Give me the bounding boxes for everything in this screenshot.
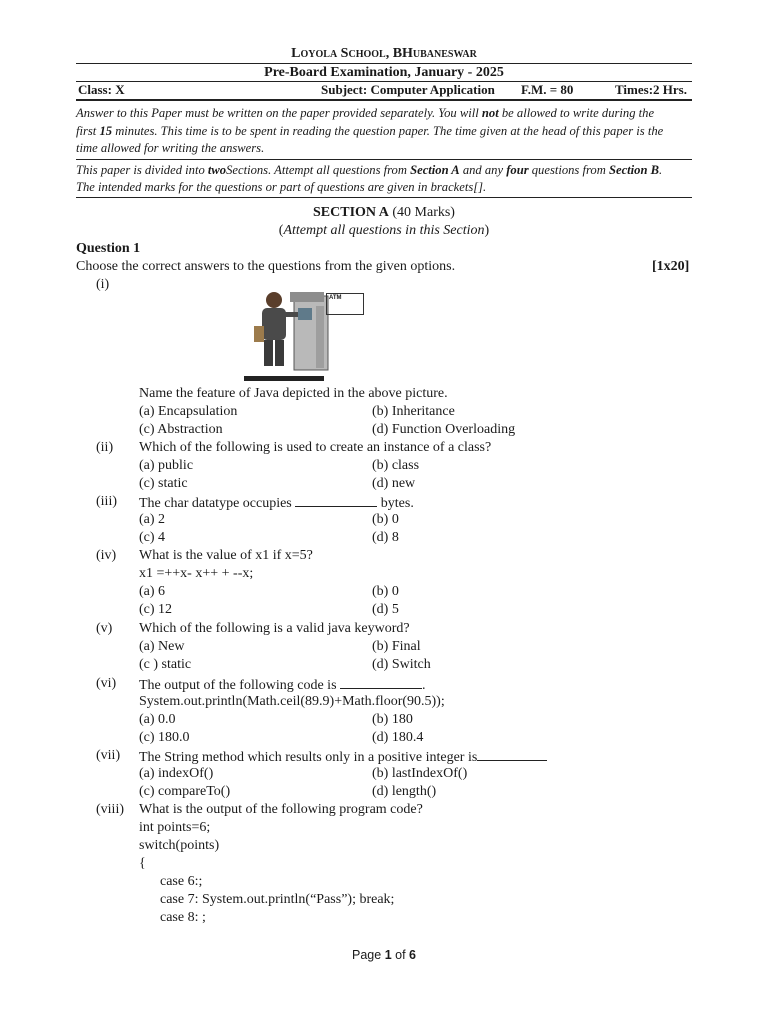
item-ii-option-c: (c) static bbox=[139, 476, 188, 491]
item-vi-code: System.out.println(Math.ceil(89.9)+Math.floor(90.5)); bbox=[139, 694, 445, 709]
item-iii-option-b: (b) 0 bbox=[372, 512, 399, 527]
item-viii-code-5: case 7: System.out.println(“Pass”); break; bbox=[160, 892, 395, 907]
item-i-option-b: (b) Inheritance bbox=[372, 404, 455, 419]
instruction-rule-1 bbox=[76, 159, 692, 160]
item-v-text: Which of the following is a valid java keyword? bbox=[139, 621, 410, 636]
item-num-i: (i) bbox=[96, 277, 110, 292]
item-i-option-d: (d) Function Overloading bbox=[372, 422, 516, 437]
item-i-option-c: (c) Abstraction bbox=[139, 422, 223, 437]
item-num-ii: (ii) bbox=[96, 440, 114, 455]
item-v-option-c: (c ) static bbox=[139, 657, 192, 672]
instruction-line-1: Answer to this Paper must be written on the paper provided separately. You will not be allowed to write during the bbox=[76, 106, 655, 120]
item-iv-option-c: (c) 12 bbox=[139, 602, 173, 617]
item-iv-option-a: (a) 6 bbox=[139, 584, 166, 599]
atm-sign: ATM bbox=[326, 293, 364, 315]
item-iii-text: The char datatype occupies bytes. bbox=[139, 496, 414, 511]
question-1-instruction: Choose the correct answers to the questions from the given options. bbox=[76, 259, 456, 274]
question-1-marks: [1x20] bbox=[652, 259, 690, 274]
item-viii-code-1: int points=6; bbox=[139, 820, 211, 835]
item-num-iii: (iii) bbox=[96, 494, 117, 509]
section-a-title: SECTION A (40 Marks) bbox=[313, 205, 455, 220]
item-viii-code-4: case 6:; bbox=[160, 874, 203, 889]
instruction-line-3: time allowed for writing the answers. bbox=[76, 141, 265, 155]
item-iv-text: What is the value of x1 if x=5? bbox=[139, 548, 313, 563]
question-1-title: Question 1 bbox=[76, 241, 141, 256]
item-vi-option-a: (a) 0.0 bbox=[139, 712, 176, 727]
item-vii-text: The String method which results only in a positive integer is bbox=[139, 748, 547, 766]
item-vi-option-d: (d) 180.4 bbox=[372, 730, 424, 745]
item-iv-code: x1 =++x- x++ + --x; bbox=[139, 566, 254, 581]
exam-title: Pre-Board Examination, January - 2025 bbox=[264, 65, 504, 80]
item-ii-option-d: (d) new bbox=[372, 476, 416, 491]
instruction-line-5: The intended marks for the questions or part of questions are given in brackets[]. bbox=[76, 180, 487, 194]
time-label: Times:2 Hrs. bbox=[615, 82, 687, 97]
item-num-iv: (iv) bbox=[96, 548, 117, 563]
section-a-subtitle: (Attempt all questions in this Section) bbox=[278, 223, 490, 238]
item-vi-option-c: (c) 180.0 bbox=[139, 730, 190, 745]
item-viii-text: What is the output of the following program code? bbox=[139, 802, 423, 817]
full-marks-label: F.M. = 80 bbox=[521, 82, 574, 97]
class-label: Class: X bbox=[78, 82, 125, 97]
item-iii-option-d: (d) 8 bbox=[372, 530, 399, 545]
item-num-vi: (vi) bbox=[96, 676, 117, 691]
item-vi-text: The output of the following code is . bbox=[139, 678, 426, 693]
answer-blank bbox=[477, 748, 547, 761]
item-viii-code-6: case 8: ; bbox=[160, 910, 206, 925]
item-vii-option-d: (d) length() bbox=[372, 784, 437, 799]
item-iii-option-c: (c) 4 bbox=[139, 530, 166, 545]
item-vi-option-b: (b) 180 bbox=[372, 712, 413, 727]
instruction-line-2: first 15 minutes. This time is to be spent in reading the question paper. The time given at the head of this paper is the bbox=[76, 124, 664, 138]
instruction-rule-2 bbox=[76, 197, 692, 198]
header-rule-3 bbox=[76, 99, 692, 101]
school-name: Loyola School, BHubaneswar bbox=[291, 46, 477, 61]
item-vii-option-a: (a) indexOf() bbox=[139, 766, 214, 781]
header-rule-1 bbox=[76, 63, 692, 64]
item-iii-option-a: (a) 2 bbox=[139, 512, 166, 527]
item-viii-code-2: switch(points) bbox=[139, 838, 220, 853]
item-num-vii: (vii) bbox=[96, 748, 121, 763]
page-number: Page 1 of 6 bbox=[352, 948, 416, 962]
item-v-option-d: (d) Switch bbox=[372, 657, 431, 672]
item-i-text: Name the feature of Java depicted in the above picture. bbox=[139, 386, 448, 401]
item-viii-code-3: { bbox=[139, 856, 146, 871]
item-v-option-b: (b) Final bbox=[372, 639, 421, 654]
answer-blank bbox=[295, 494, 377, 507]
instruction-line-4: This paper is divided into twoSections. Attempt all questions from Section A and any four questions from Section B. bbox=[76, 163, 663, 177]
item-v-option-a: (a) New bbox=[139, 639, 185, 654]
item-ii-option-b: (b) class bbox=[372, 458, 420, 473]
item-ii-option-a: (a) public bbox=[139, 458, 194, 473]
item-ii-text: Which of the following is used to create an instance of a class? bbox=[139, 440, 492, 455]
item-i-option-a: (a) Encapsulation bbox=[139, 404, 238, 419]
item-iv-option-b: (b) 0 bbox=[372, 584, 399, 599]
answer-blank bbox=[340, 676, 422, 689]
item-num-viii: (viii) bbox=[96, 802, 124, 817]
item-num-v: (v) bbox=[96, 621, 113, 636]
subject-label: Subject: Computer Application bbox=[321, 82, 495, 97]
item-iv-option-d: (d) 5 bbox=[372, 602, 399, 617]
item-vii-option-c: (c) compareTo() bbox=[139, 784, 231, 799]
item-vii-option-b: (b) lastIndexOf() bbox=[372, 766, 468, 781]
